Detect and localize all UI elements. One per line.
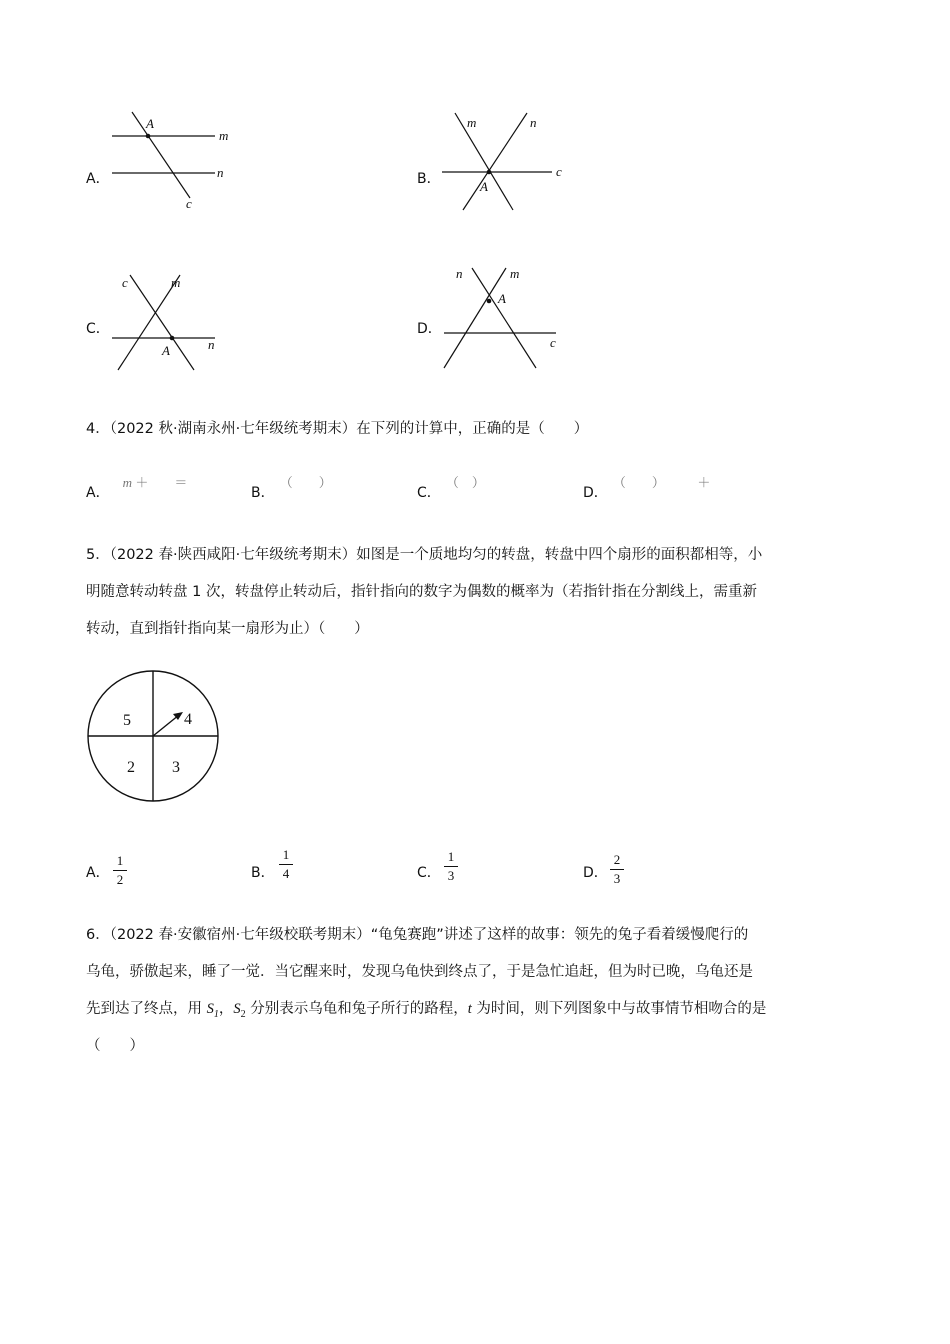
option-label: D．	[583, 485, 608, 501]
question-number: 4．	[86, 421, 110, 437]
figure-option-d	[430, 260, 570, 375]
question-prompt: 在下列的计算中，正确的是（ ）	[356, 421, 589, 437]
q4-option-d	[583, 475, 711, 502]
question-text: （2022 春·安徽宿州·七年级校联考期末）“龟兔赛跑”讲述了这样的故事：领先的兔子看着缓慢爬行的	[109, 927, 749, 943]
sector-label: 2	[127, 759, 135, 776]
sector-label: 4	[184, 711, 192, 728]
q5-option-d	[583, 862, 608, 882]
question-6-line-2: 乌龟，骄傲起来，睡了一觉．当它醒来时，发现乌龟快到终点了，于是急忙追赶，但为时已晚，乌龟还是	[86, 964, 753, 980]
question-5-line-2: 明随意转动转盘 1 次，转盘停止转动后，指针指向的数字为偶数的概率为（若指针指在分割线上，需重新	[86, 584, 757, 600]
math-subscript: 2	[240, 1008, 246, 1020]
denominator: 2	[116, 872, 124, 887]
line-n-label: n	[217, 165, 224, 180]
denominator: 3	[447, 868, 455, 883]
line-n-label: n	[456, 266, 463, 281]
line-m-label: m	[467, 115, 477, 130]
fraction	[113, 853, 127, 888]
q4-option-b	[251, 475, 332, 502]
point-a-label: A	[162, 343, 170, 358]
option-label: B．	[251, 865, 275, 881]
math-expression: ＋ ＝	[135, 475, 188, 490]
math-expression: （ ）	[445, 475, 485, 490]
math-variable: S	[233, 1001, 241, 1017]
option-label: D．	[583, 865, 608, 881]
question-6-line-1	[86, 925, 748, 945]
question-text: （2022 春·陕西咸阳·七年级统考期末）如图是一个质地均匀的转盘，转盘中四个扇形的面积都相等，小	[109, 547, 763, 563]
figure-option-b	[430, 105, 580, 215]
text-segment: 先到达了终点，用	[86, 1001, 207, 1017]
question-number: 6．	[86, 927, 110, 943]
numerator: 1	[447, 849, 455, 864]
sector-label: 5	[123, 712, 131, 729]
option-label: B．	[251, 485, 275, 501]
line-c-label: c	[550, 335, 556, 350]
question-6-line-3	[86, 999, 766, 1025]
option-label: A．	[86, 865, 110, 881]
option-b-label: B．	[417, 171, 441, 187]
question-5-line-1	[86, 545, 762, 565]
math-subscript: 1	[213, 1008, 219, 1020]
spinner-figure	[85, 668, 225, 806]
line-n-label: n	[530, 115, 537, 130]
line-c-label: c	[556, 164, 562, 179]
figure-option-c	[100, 265, 230, 375]
option-a-label: A．	[86, 171, 110, 187]
point-a-label: A	[480, 179, 488, 194]
math-variable: S	[206, 1001, 214, 1017]
numerator: 1	[282, 847, 290, 862]
question-source: （2022 秋·湖南永州·七年级统考期末）	[109, 421, 357, 437]
numerator: 2	[613, 852, 621, 867]
line-c-label: c	[186, 196, 192, 211]
q5-option-c	[417, 862, 441, 882]
sector-label: 3	[172, 759, 180, 776]
q5-option-a	[86, 862, 110, 882]
option-label: A．	[86, 485, 110, 501]
question-5-line-3: 转动，直到指针指向某一扇形为止）（ ）	[86, 621, 369, 637]
fraction	[610, 852, 624, 887]
q5-option-b	[251, 862, 275, 882]
q4-option-a	[86, 475, 188, 502]
math-expression: （ ） ＋	[612, 475, 711, 490]
denominator: 3	[613, 871, 621, 886]
question-4-text	[86, 419, 588, 439]
line-n-label: n	[208, 337, 215, 352]
fraction	[444, 849, 458, 884]
text-segment: ，	[218, 1001, 234, 1017]
denominator: 4	[282, 866, 290, 881]
option-c-label: C．	[86, 321, 110, 337]
text-segment: 分别表示乌龟和兔子所行的路程，	[245, 1001, 468, 1017]
figure-option-a	[100, 110, 250, 215]
point-a-label: A	[146, 116, 154, 131]
question-number: 5．	[86, 547, 110, 563]
line-c-label: c	[122, 275, 128, 290]
math-expression: （ ）	[279, 475, 332, 490]
line-m-label: m	[219, 128, 229, 143]
fraction	[279, 847, 293, 882]
q4-option-c	[417, 475, 485, 502]
math-variable: m	[122, 475, 133, 490]
line-m-label: m	[171, 275, 181, 290]
numerator: 1	[116, 853, 124, 868]
math-variable: t	[467, 1001, 472, 1017]
point-a-label: A	[498, 291, 506, 306]
option-label: C．	[417, 865, 441, 881]
question-6-line-4: （ ）	[86, 1038, 144, 1054]
spinner-pointer	[153, 715, 179, 736]
line-m-label: m	[510, 266, 520, 281]
option-d-label: D．	[417, 321, 442, 337]
option-label: C．	[417, 485, 441, 501]
text-segment: 为时间，则下列图象中与故事情节相吻合的是	[471, 1001, 767, 1017]
